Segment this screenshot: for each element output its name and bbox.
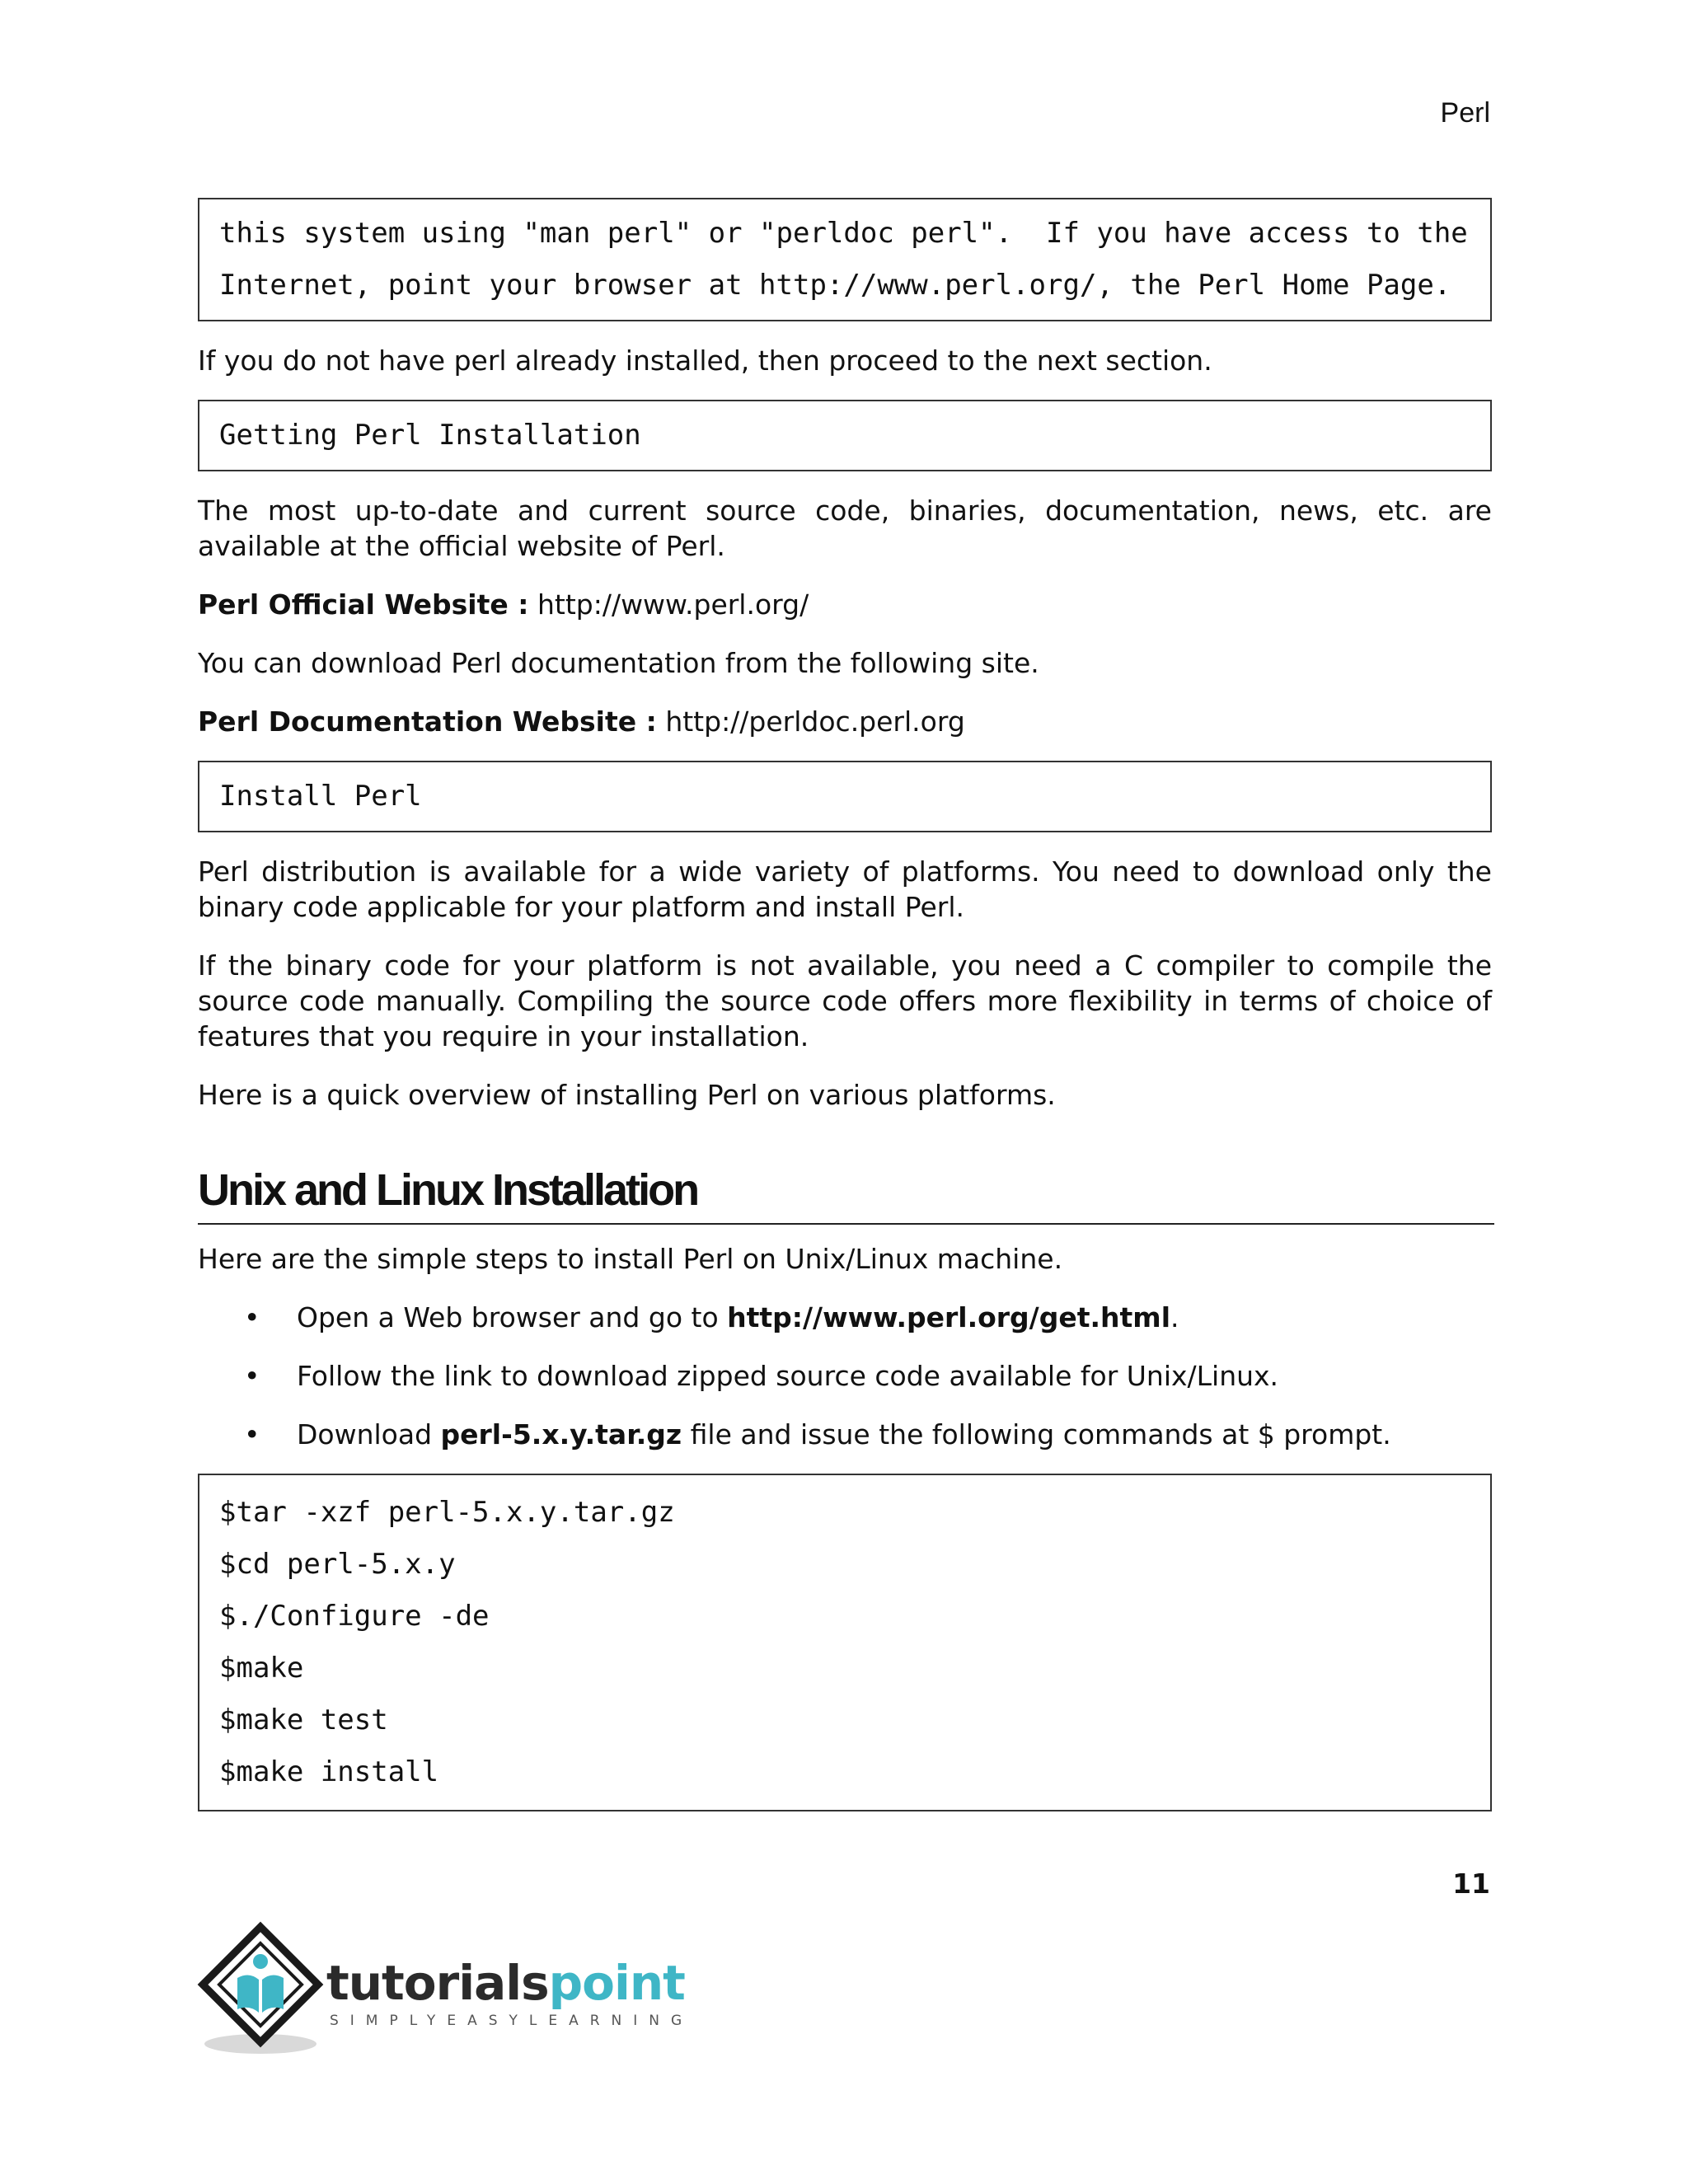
code-block-intro [198, 198, 1492, 321]
logo-mark-icon [195, 1920, 335, 2060]
paragraph-not-installed: If you do not have perl already installed, then proceed to the next section. [198, 344, 1212, 377]
section-intro: Here are the simple steps to install Perl on Unix/Linux machine. [198, 1243, 1063, 1275]
list-item: • Open a Web browser and go to http://www.perl.org/get.html. [244, 1301, 1179, 1333]
official-website-label: Perl Official Website : [198, 588, 529, 621]
paragraph-uptodate: The most up-to-date and current source code, binaries, documentation, news, etc. are available at the official website of Perl. [198, 494, 1492, 562]
code-line: Getting Perl Installation [219, 419, 641, 452]
code-block-commands [198, 1474, 1492, 1811]
logo-wordmark: tutorialspoint [326, 1955, 685, 2011]
paragraph-binary: If the binary code for your platform is not available, you need a C compiler to compile the source code manually. Compiling the source code offers more flexibility in terms of choice of features that you require in your installation. [198, 949, 1492, 1052]
list-item: • Download perl-5.x.y.tar.gz file and issue the following commands at $ prompt. [244, 1418, 1391, 1451]
bullet-icon: • [244, 1360, 260, 1392]
code-line: $make test [219, 1704, 388, 1736]
code-line: Internet, point your browser at http://www.perl.org/, the Perl Home Page. [219, 269, 1451, 302]
tutorialspoint-logo [195, 1920, 694, 2060]
list-item: • Follow the link to download zipped source code available for Unix/Linux. [244, 1360, 1279, 1392]
code-block-getting [198, 400, 1492, 471]
paragraph-download-docs: You can download Perl documentation from the following site. [198, 647, 1039, 679]
install-steps-list [198, 1300, 1492, 1452]
official-website-line [198, 587, 1492, 622]
bullet-icon: • [244, 1301, 260, 1333]
code-line: $cd perl-5.x.y [219, 1548, 456, 1581]
code-line: Install Perl [219, 780, 422, 813]
page-number: 11 [1452, 1868, 1490, 1900]
code-line: $./Configure -de [219, 1600, 490, 1633]
logo-tagline: SIMPLYEASYLEARNING [330, 2013, 694, 2029]
docs-website-url: http://perldoc.perl.org [665, 705, 965, 738]
docs-website-label: Perl Documentation Website : [198, 705, 657, 738]
code-line: $make [219, 1652, 304, 1685]
official-website-url: http://www.perl.org/ [537, 588, 809, 621]
section-heading: Unix and Linux Installation [198, 1160, 1494, 1225]
code-line: this system using "man perl" or "perldoc perl". If you have access to the [219, 217, 1468, 250]
bullet-icon: • [244, 1418, 260, 1451]
code-line: $tar -xzf perl-5.x.y.tar.gz [219, 1496, 675, 1529]
paragraph-distribution: Perl distribution is available for a wide variety of platforms. You need to download only the binary code applicable for your platform and install Perl. [198, 855, 1492, 923]
code-block-install [198, 761, 1492, 832]
page-content [198, 198, 1492, 1811]
docs-website-line [198, 704, 1492, 739]
code-line: $make install [219, 1755, 439, 1788]
page-header-title: Perl [1440, 97, 1490, 129]
paragraph-overview: Here is a quick overview of installing Perl on various platforms. [198, 1079, 1056, 1111]
